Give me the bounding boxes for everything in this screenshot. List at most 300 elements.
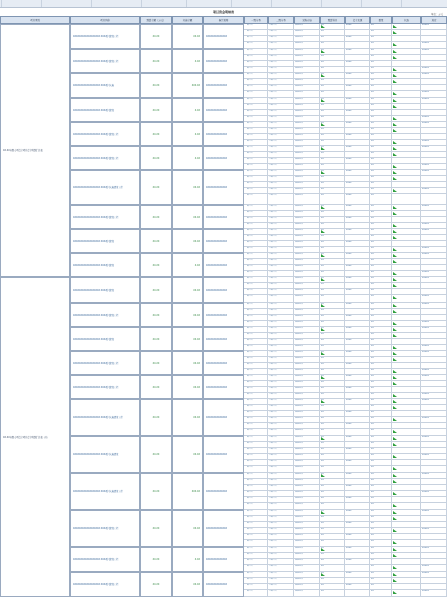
sub-cell: XXXXX [421,295,447,303]
sub-cell: XX [320,333,345,339]
note-cell: XXXXXXXXXXXXXX [203,547,244,572]
column-header[interactable]: 预算金额（万元） [140,16,172,24]
sub-cell: 二级分类 [268,73,294,79]
sub-cell: XX [320,265,345,271]
status-flag-icon [393,236,397,239]
sub-cell: 一级分类 [244,528,268,534]
sub-cell: 二级分类 [268,146,294,152]
sub-cell: 一级分类 [244,303,268,309]
sub-cell: 采购内容 [294,122,320,128]
project-code-cell[interactable]: XXXXXXXXXXXXXXXXXX XXX项目实施 [70,73,140,98]
sub-cell: XX [370,271,392,277]
sub-cell: XX [370,277,392,283]
sub-cell: XX [370,466,392,473]
status-flag-icon [393,437,397,440]
sub-cell: XX [370,393,392,399]
sub-cell: 二级分类 [268,491,294,497]
sub-cell: XX [320,534,345,540]
sub-cell: XX [320,152,345,158]
project-code-cell[interactable]: XXXXXXXXXXXXXXXXXX XXX项目建设 [70,277,140,303]
sub-cell: 采购内容 [294,253,320,259]
sub-cell: 二级分类 [268,265,294,271]
sub-cell: XX [370,516,392,522]
sub-cell: 二级分类 [268,24,294,30]
sub-cell: XX [320,30,345,36]
sub-cell: XXXX [345,122,370,128]
sub-cell: XX [320,485,345,491]
status-flag-icon [393,517,397,520]
status-flag-icon [321,573,325,576]
sub-cell: XX [320,194,345,205]
project-code-cell[interactable]: XXXXXXXXXXXXXXXXXX XXX项目建设工程 [70,303,140,327]
sub-cell: XX [320,79,345,85]
sub-cell: XX [320,110,345,116]
amount-cell: X.XX [172,253,203,277]
sub-cell: XX [320,61,345,67]
sub-cell: XX [370,91,392,98]
sub-cell: XX [320,146,345,152]
sub-cell: 一级分类 [244,55,268,61]
sub-cell: 一级分类 [244,333,268,339]
sub-cell: 一级分类 [244,205,268,211]
sub-cell: XX [370,42,392,49]
sub-cell: XX [370,235,392,241]
sub-cell: 二级分类 [268,194,294,205]
sub-cell: 一级分类 [244,194,268,205]
sub-cell: XX [320,217,345,223]
sub-cell: XXXXX [421,116,447,122]
status-flag-icon [321,147,325,150]
sub-cell: XX [370,351,392,357]
sub-cell: XX [320,503,345,510]
project-code-cell[interactable]: XXXXXXXXXXXXXXXXXX XXX项目建设工程 [70,49,140,73]
status-flag-icon [321,230,325,233]
sub-cell: XX [370,460,392,466]
status-flag-icon [393,296,397,299]
sub-cell: XX [370,295,392,303]
project-code-cell[interactable]: XXXXXXXXXXXXXXXXXX XXX项目建设工程 [70,572,140,597]
ruler-divider [185,0,187,7]
status-flag-icon [393,304,397,307]
sub-cell: 采购内容 [294,454,320,460]
sub-cell: 采购内容 [294,98,320,104]
sub-cell: XXXX [345,49,370,55]
sub-cell: 一级分类 [244,442,268,448]
sub-cell: 一级分类 [244,399,268,405]
note-cell: XXXXXXXXXXXXXX [203,170,244,205]
sub-cell: 一级分类 [244,188,268,194]
sub-cell: XX [320,259,345,265]
project-code-cell[interactable]: XXXXXXXXXXXXXXXXXX XXX项目建设工程 [70,24,140,49]
sub-cell: 一级分类 [244,405,268,411]
sub-cell [392,194,421,205]
sub-cell: 二级分类 [268,309,294,315]
sub-cell: XXXXX [421,303,447,309]
status-flag-icon [393,254,397,257]
sub-cell: XX [370,134,392,140]
status-flag-icon [393,418,397,421]
sub-cell: 一级分类 [244,211,268,217]
sub-cell: XXXX [345,351,370,357]
status-flag-icon [321,352,325,355]
sub-cell: XXXXX [421,73,447,79]
sub-cell: XX [320,104,345,110]
sub-cell: XX [320,429,345,436]
sub-cell: XX [370,578,392,584]
project-code-cell[interactable]: XXXXXXXXXXXXXXXXXX XXX项目实施建设 [70,436,140,473]
sub-cell: XX [320,590,345,597]
sub-cell: 一级分类 [244,36,268,42]
group-label-cell: XX.XX省级专项资金项目资金明细汇总表（续） [0,277,70,597]
status-flag-icon [393,322,397,325]
note-cell: XXXXXXXXXXXXXX [203,351,244,375]
sub-cell: XXXX [345,73,370,79]
column-header[interactable]: 资金来源 [345,16,370,24]
project-code-cell[interactable]: XXXXXXXXXXXXXXXXXX XXX项目建设工程 [70,122,140,146]
sub-cell: 二级分类 [268,375,294,381]
status-flag-icon [393,346,397,349]
ruler-divider [140,0,142,7]
project-code-cell[interactable]: XXXXXXXXXXXXXXXXXX XXX项目实施建设工程 [70,399,140,436]
project-code-cell[interactable]: XXXXXXXXXXXXXXXXXX XXX项目建设 [70,229,140,253]
sub-cell: 一级分类 [244,67,268,73]
sub-cell: XX [320,399,345,405]
sub-cell: 二级分类 [268,387,294,393]
sub-cell: 采购内容 [294,363,320,369]
sub-cell: XX [370,170,392,176]
status-flag-icon [393,80,397,83]
sub-cell: 一级分类 [244,516,268,522]
sub-cell: XX [370,448,392,454]
sub-cell: 二级分类 [268,429,294,436]
sub-cell: 采购内容 [294,436,320,442]
sub-cell: 一级分类 [244,381,268,387]
sub-cell: 采购内容 [294,164,320,170]
sub-cell: 一级分类 [244,30,268,36]
project-code-cell[interactable]: XXXXXXXXXXXXXXXXXX XXX项目建设工程 [70,547,140,572]
sub-cell: 一级分类 [244,387,268,393]
sub-cell: 二级分类 [268,128,294,134]
sub-cell: XXXX [345,24,370,30]
sub-cell: 一级分类 [244,510,268,516]
sub-cell: 一级分类 [244,241,268,247]
sub-cell: 二级分类 [268,516,294,522]
sub-cell: 采购内容 [294,387,320,393]
project-code-cell[interactable]: XXXXXXXXXXXXXXXXXX XXX项目建设 [70,327,140,351]
sub-cell: XXXX [345,289,370,295]
sub-cell: XX [370,49,392,55]
project-code-cell[interactable]: XXXXXXXXXXXXXXXXXX XXX项目建设工程 [70,205,140,229]
sub-cell: XX [370,205,392,211]
column-header[interactable]: 二级分类 [268,16,294,24]
sub-cell: XXXXX [421,375,447,381]
sub-cell: 采购内容 [294,321,320,327]
sub-cell [345,503,370,510]
sub-cell: XX [370,24,392,30]
sub-cell: 二级分类 [268,49,294,55]
sub-cell: XX [320,85,345,91]
column-header[interactable]: 预算科目 [320,16,345,24]
project-code-cell[interactable]: XXXXXXXXXXXXXXXXXX XXX项目实施建设工程 [70,170,140,205]
column-header[interactable]: 状态 [392,16,421,24]
sub-cell: XX [370,188,392,194]
status-flag-icon [393,99,397,102]
sub-cell: 一级分类 [244,128,268,134]
ruler-divider [230,0,232,7]
sub-cell: XX [320,315,345,321]
column-header[interactable]: 项目名称 [70,16,140,24]
sub-cell: 采购内容 [294,345,320,351]
sub-cell: 采购内容 [294,283,320,289]
sub-cell: XX [370,283,392,289]
project-code-cell[interactable]: XXXXXXXXXXXXXXXXXX XXX项目建设工程 [70,510,140,547]
status-flag-icon [393,129,397,132]
column-header[interactable]: 数量 [370,16,392,24]
project-code-cell[interactable]: XXXXXXXXXXXXXXXXXX XXX项目实施建设工程 [70,473,140,510]
sub-cell [421,503,447,510]
amount-cell: X.XX [172,122,203,146]
sub-cell: 二级分类 [268,164,294,170]
budget-cell: XX.XX [140,98,172,122]
sub-cell: XX [370,110,392,116]
budget-cell: XX.XX [140,170,172,205]
ruler-divider [400,0,402,7]
sub-cell: XXXXX [421,417,447,423]
sub-cell: XXXX [345,61,370,67]
sub-cell: XX [370,164,392,170]
sub-cell: XX [370,485,392,491]
status-flag-icon [393,92,397,95]
project-code-cell[interactable]: XXXXXXXXXXXXXXXXXX XXX项目建设工程 [70,375,140,399]
sub-cell: 一级分类 [244,73,268,79]
sub-cell: XX [370,333,392,339]
sub-cell: XXXXX [421,253,447,259]
sub-cell: 一级分类 [244,572,268,578]
sub-cell [421,466,447,473]
sub-cell: XX [320,448,345,454]
sub-cell: XX [320,473,345,479]
note-cell: XXXXXXXXXXXXXX [203,122,244,146]
sub-cell: XX [370,289,392,295]
sub-cell: 二级分类 [268,497,294,503]
column-header[interactable]: 一级分类 [244,16,268,24]
status-flag-icon [393,541,397,544]
sub-cell: XX [320,387,345,393]
sub-cell: 采购内容 [294,42,320,49]
sub-cell: XX [370,128,392,134]
sub-cell: XX [320,357,345,363]
project-code-cell[interactable]: XXXXXXXXXXXXXXXXXX XXX项目建设 [70,98,140,122]
status-flag-icon [393,284,397,287]
sub-cell: XX [320,73,345,79]
sub-cell: 一级分类 [244,315,268,321]
sub-cell: XXXXX [421,205,447,211]
sub-cell: XXXXX [421,572,447,578]
status-flag-icon [393,141,397,144]
sub-cell: XX [370,259,392,265]
sub-cell: 二级分类 [268,436,294,442]
sub-cell [345,295,370,303]
sub-cell: 二级分类 [268,578,294,584]
sub-cell: XX [370,146,392,152]
status-flag-icon [393,68,397,71]
sub-cell [421,429,447,436]
sub-cell: 二级分类 [268,182,294,188]
sub-cell: 二级分类 [268,277,294,283]
status-flag-icon [393,171,397,174]
sub-cell [345,466,370,473]
sub-cell: 二级分类 [268,565,294,572]
sub-cell: XX [320,369,345,375]
sub-cell: 采购内容 [294,540,320,547]
status-flag-icon [321,278,325,281]
sub-cell: XX [370,229,392,235]
sub-cell: 二级分类 [268,253,294,259]
sub-cell: 采购内容 [294,309,320,315]
status-flag-icon [393,554,397,557]
sub-cell: XX [320,140,345,146]
sub-cell: XXXX [345,339,370,345]
sub-cell: XX [370,503,392,510]
sub-cell: 二级分类 [268,553,294,559]
sub-cell: XXXX [345,399,370,405]
column-header[interactable]: 实施金额 [172,16,203,24]
column-header[interactable]: 采购内容 [294,16,320,24]
sub-cell: 二级分类 [268,405,294,411]
sub-cell: XX [320,584,345,590]
sub-cell: XX [370,194,392,205]
sub-cell: XXXXX [421,140,447,146]
sub-cell: 采购内容 [294,271,320,277]
column-header[interactable]: 项目类别 [0,16,70,24]
budget-cell: XX.XX [140,327,172,351]
amount-cell: XX.XX [172,24,203,49]
sub-cell: XXXX [345,253,370,259]
sub-cell: 采购内容 [294,429,320,436]
sub-cell: 一级分类 [244,122,268,128]
sub-cell: XX [370,363,392,369]
column-header[interactable]: 备注说明 [203,16,244,24]
sub-cell: 采购内容 [294,289,320,295]
sub-cell: 采购内容 [294,303,320,309]
status-flag-icon [393,573,397,576]
sub-cell: 二级分类 [268,448,294,454]
status-flag-icon [393,480,397,483]
sub-cell: XXXX [345,485,370,491]
amount-cell: XX.XX [172,399,203,436]
sub-cell: XXXX [345,182,370,188]
sub-cell: XX [370,217,392,223]
sub-cell: 一级分类 [244,429,268,436]
sub-cell: 二级分类 [268,351,294,357]
ruler-divider [40,0,42,7]
sub-cell: XXXXX [421,146,447,152]
sub-cell: 一级分类 [244,540,268,547]
sub-cell: XX [320,170,345,176]
sub-cell: 二级分类 [268,61,294,67]
sub-cell: 采购内容 [294,399,320,405]
sub-cell: 一级分类 [244,98,268,104]
status-flag-icon [393,548,397,551]
sub-cell: 二级分类 [268,345,294,351]
sub-cell: 二级分类 [268,327,294,333]
sub-cell: 一级分类 [244,182,268,188]
amount-cell: XX.XX [172,351,203,375]
sub-cell: XX [370,321,392,327]
sub-cell: 二级分类 [268,590,294,597]
sub-cell: XXXXX [421,491,447,497]
sub-cell: XXXXX [421,42,447,49]
status-flag-icon [393,147,397,150]
project-code-cell[interactable]: XXXXXXXXXXXXXXXXXX XXX项目建设 [70,253,140,277]
sub-cell [345,590,370,597]
sub-cell: 一级分类 [244,479,268,485]
sub-cell: 一级分类 [244,295,268,303]
sub-cell: 采购内容 [294,176,320,182]
project-code-cell[interactable]: XXXXXXXXXXXXXXXXXX XXX项目建设工程 [70,146,140,170]
status-flag-icon [393,352,397,355]
status-flag-icon [321,400,325,403]
sub-cell: 采购内容 [294,590,320,597]
sub-cell: XX [320,164,345,170]
sub-cell: XXXXX [421,98,447,104]
sub-cell: 采购内容 [294,140,320,146]
status-flag-icon [393,260,397,263]
sub-cell: XX [320,417,345,423]
sub-cell: 二级分类 [268,510,294,516]
sub-cell: 采购内容 [294,79,320,85]
amount-cell: XX.XX [172,510,203,547]
status-flag-icon [393,165,397,168]
sub-cell: 二级分类 [268,30,294,36]
sub-cell: XX [320,36,345,42]
project-code-cell[interactable]: XXXXXXXXXXXXXXXXXX XXX项目建设工程 [70,351,140,375]
sub-cell: XX [320,116,345,122]
sub-cell: XX [320,351,345,357]
status-flag-icon [321,437,325,440]
sub-cell: XXXX [345,217,370,223]
sub-cell: XX [320,522,345,528]
sub-cell: XX [320,235,345,241]
sub-cell: XXXX [345,85,370,91]
sub-cell: 采购内容 [294,188,320,194]
sub-cell: XX [320,565,345,572]
status-flag-icon [393,212,397,215]
sub-cell: 采购内容 [294,277,320,283]
sub-cell: 一级分类 [244,327,268,333]
sub-cell: XX [370,211,392,217]
sub-cell: 采购内容 [294,223,320,229]
sub-cell: XX [370,315,392,321]
sub-cell: 二级分类 [268,363,294,369]
sub-cell: XX [370,491,392,497]
sub-cell: 二级分类 [268,259,294,265]
column-header[interactable]: 进度 [421,16,447,24]
sub-cell: XX [320,24,345,30]
sub-cell: XX [320,122,345,128]
sub-cell: XXXX [345,572,370,578]
budget-cell: XX.XX [140,122,172,146]
sub-cell: XX [370,247,392,253]
sub-cell: XX [320,381,345,387]
budget-cell: XX.XX [140,277,172,303]
sub-cell: 采购内容 [294,205,320,211]
status-flag-icon [393,504,397,507]
sub-cell: XX [320,345,345,351]
sub-cell: XXXXX [421,170,447,176]
ruler-divider [270,0,272,7]
ruler-divider [90,0,92,7]
